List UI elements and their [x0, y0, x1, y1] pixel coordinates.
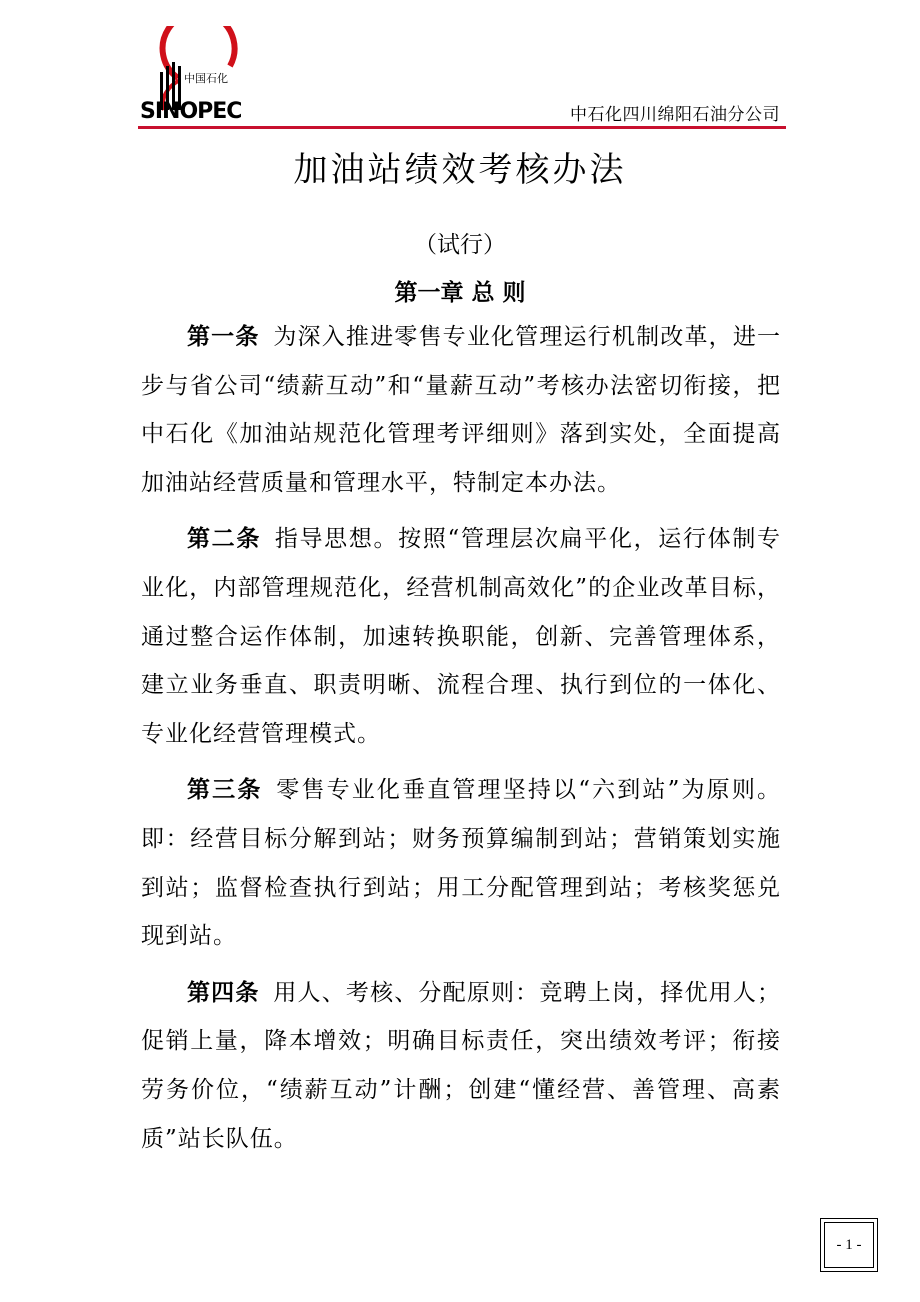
article-label: 第四条	[187, 978, 260, 1006]
article-text: 指导思想。按照“管理层次扁平化，运行体制专业化，内部管理规范化，经营机制高效化”的企业改革目标，通过整合运作体制，加速转换职能，创新、完善管理体系，建立业务垂直、职责明晰、流程合理、执行到位的一体化、专业化经营管理模式。	[141, 526, 781, 747]
header-divider	[138, 126, 786, 129]
company-name: 中石化四川绵阳石油分公司	[570, 105, 780, 125]
document-title: 加油站绩效考核办法	[293, 150, 627, 190]
page-number-box	[820, 1218, 878, 1272]
chapter-heading: 第一章 总 则	[394, 279, 526, 306]
article-text: 零售专业化垂直管理坚持以“六到站”为原则。即：经营目标分解到站；财务预算编制到站；营销策划实施到站；监督检查执行到站；用工分配管理到站；考核奖惩兑现到站。	[141, 777, 781, 950]
sinopec-logo-icon	[138, 26, 248, 122]
article-1	[141, 313, 781, 507]
logo-chinese-text: 中国石化	[184, 72, 228, 85]
article-text: 用人、考核、分配原则：竞聘上岗，择优用人；促销上量，降本增效；明确目标责任，突出绩效考评；衔接劳务价位，“绩薪互动”计酬；创建“懂经营、善管理、高素质”站长队伍。	[141, 979, 782, 1152]
article-4	[141, 969, 781, 1163]
article-3	[141, 766, 781, 960]
page-number: - 1 -	[836, 1236, 862, 1253]
page-header	[138, 26, 786, 132]
document-body	[141, 313, 781, 1171]
logo-text: SINOPEC	[140, 99, 242, 122]
document-subtitle: （试行）	[414, 232, 506, 258]
article-text: 为深入推进零售专业化管理运行机制改革，进一步与省公司“绩薪互动”和“量薪互动”考核办法密切衔接，把中石化《加油站规范化管理考评细则》落到实处，全面提高加油站经营质量和管理水平，特制定本办法。	[141, 324, 782, 496]
article-2	[141, 515, 781, 758]
article-label: 第二条	[187, 525, 262, 553]
article-label: 第三条	[187, 776, 263, 804]
article-label: 第一条	[187, 323, 260, 350]
